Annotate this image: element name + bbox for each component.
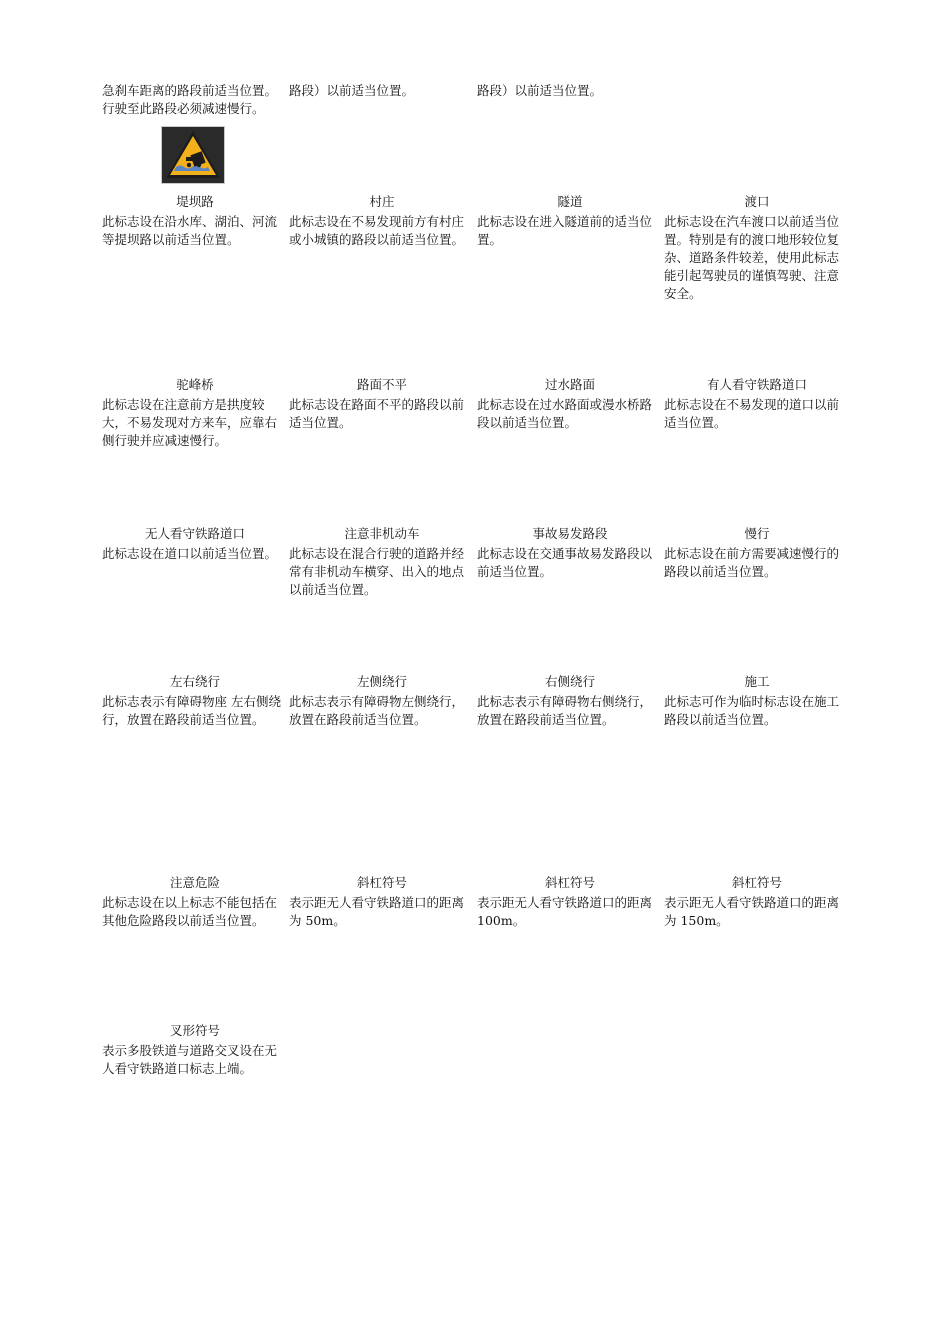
sign-description: 此标志设在汽车渡口以前适当位置。特别是有的渡口地形较位复杂、道路条件较差，使用此标志能引起驾驶员的谨慎驾驶、注意安全。	[664, 214, 840, 301]
sign-entry	[289, 525, 475, 599]
sign-title: 注意非机动车	[344, 526, 420, 541]
sign-description: 此标志设在不易发现的道口以前适当位置。	[664, 397, 840, 430]
sign-entry	[102, 376, 288, 450]
sign-title: 注意危险	[169, 875, 220, 890]
sign-description: 此标志设在以上标志不能包括在其他危险路段以前适当位置。	[102, 895, 278, 928]
sign-description: 此标志设在注意前方是拱度较大，不易发现对方来车，应靠右侧行驶并应减速慢行。	[102, 397, 278, 448]
sign-description: 此标志设在道口以前适当位置。	[102, 546, 278, 561]
sign-title: 左侧绕行	[356, 674, 407, 689]
sign-description: 此标志表示有障碍物右侧绕行，放置在路段前适当位置。	[477, 694, 653, 727]
sign-entry	[664, 376, 850, 432]
sign-entry	[289, 673, 475, 729]
sign-title: 事故易发路段	[532, 526, 608, 541]
sign-entry	[102, 193, 288, 249]
sign-entry	[289, 193, 475, 249]
sign-description: 此标志设在交通事故易发路段以前适当位置。	[477, 546, 653, 579]
sign-entry	[477, 673, 663, 729]
sign-description: 表示距无人看守铁路道口的距离 100m。	[477, 895, 653, 928]
sign-title: 隧道	[557, 194, 583, 209]
top-fragment-1: 急刹车距离的路段前适当位置。行驶至此路段必须减速慢行。	[102, 83, 278, 116]
sign-description: 此标志可作为临时标志设在施工路段以前适当位置。	[664, 694, 840, 727]
sign-entry	[477, 874, 663, 930]
sign-description: 此标志设在路面不平的路段以前适当位置。	[289, 397, 465, 430]
sign-title: 施工	[744, 674, 770, 689]
sign-title: 渡口	[744, 194, 770, 209]
sign-title: 路面不平	[356, 377, 407, 392]
sign-title: 村庄	[369, 194, 395, 209]
sign-description: 此标志设在不易发现前方有村庄或小城镇的路段以前适当位置。	[289, 214, 465, 247]
sign-description: 此标志表示有障碍物左侧绕行，放置在路段前适当位置。	[289, 694, 465, 727]
sign-description: 此标志设在混合行驶的道路并经常有非机动车横穿、出入的地点以前适当位置。	[289, 546, 465, 597]
sign-title: 右侧绕行	[544, 674, 595, 689]
sign-entry	[664, 525, 850, 581]
embankment-warning-sign-icon	[161, 126, 225, 184]
sign-title: 驼峰桥	[176, 377, 214, 392]
sign-title: 斜杠符号	[544, 875, 595, 890]
top-fragment-2: 路段）以前适当位置。	[289, 83, 415, 98]
sign-description: 此标志设在进入隧道前的适当位置。	[477, 214, 653, 247]
sign-entry	[664, 673, 850, 729]
sign-entry	[477, 376, 663, 432]
sign-title: 无人看守铁路道口	[144, 526, 245, 541]
sign-entry	[477, 193, 663, 249]
sign-title: 过水路面	[544, 377, 595, 392]
sign-title: 叉形符号	[169, 1023, 220, 1038]
sign-title: 斜杠符号	[356, 875, 407, 890]
sign-title: 堤坝路	[176, 194, 214, 209]
sign-description: 此标志设在过水路面或漫水桥路段以前适当位置。	[477, 397, 653, 430]
sign-description: 此标志表示有障碍物座 左右侧绕行，放置在路段前适当位置。	[102, 694, 281, 727]
sign-entry	[102, 1022, 288, 1078]
sign-title: 慢行	[744, 526, 770, 541]
top-fragment-3: 路段）以前适当位置。	[477, 83, 603, 98]
sign-description: 表示距无人看守铁路道口的距离为 150m。	[664, 895, 840, 928]
sign-entry	[477, 525, 663, 581]
sign-description: 此标志设在前方需要减速慢行的路段以前适当位置。	[664, 546, 840, 579]
sign-entry	[289, 874, 475, 930]
sign-title: 斜杠符号	[731, 875, 782, 890]
sign-entry	[102, 874, 288, 930]
sign-title: 左右绕行	[169, 674, 220, 689]
sign-description: 表示多股铁道与道路交叉设在无人看守铁路道口标志上端。	[102, 1043, 278, 1076]
sign-entry	[664, 874, 850, 930]
sign-description: 表示距无人看守铁路道口的距离为 50m。	[289, 895, 465, 928]
sign-entry	[289, 376, 475, 432]
sign-entry	[664, 193, 850, 303]
sign-description: 此标志设在沿水库、湖泊、河流等提坝路以前适当位置。	[102, 214, 278, 247]
sign-entry	[102, 525, 288, 563]
sign-title: 有人看守铁路道口	[706, 377, 807, 392]
sign-entry	[102, 673, 288, 729]
